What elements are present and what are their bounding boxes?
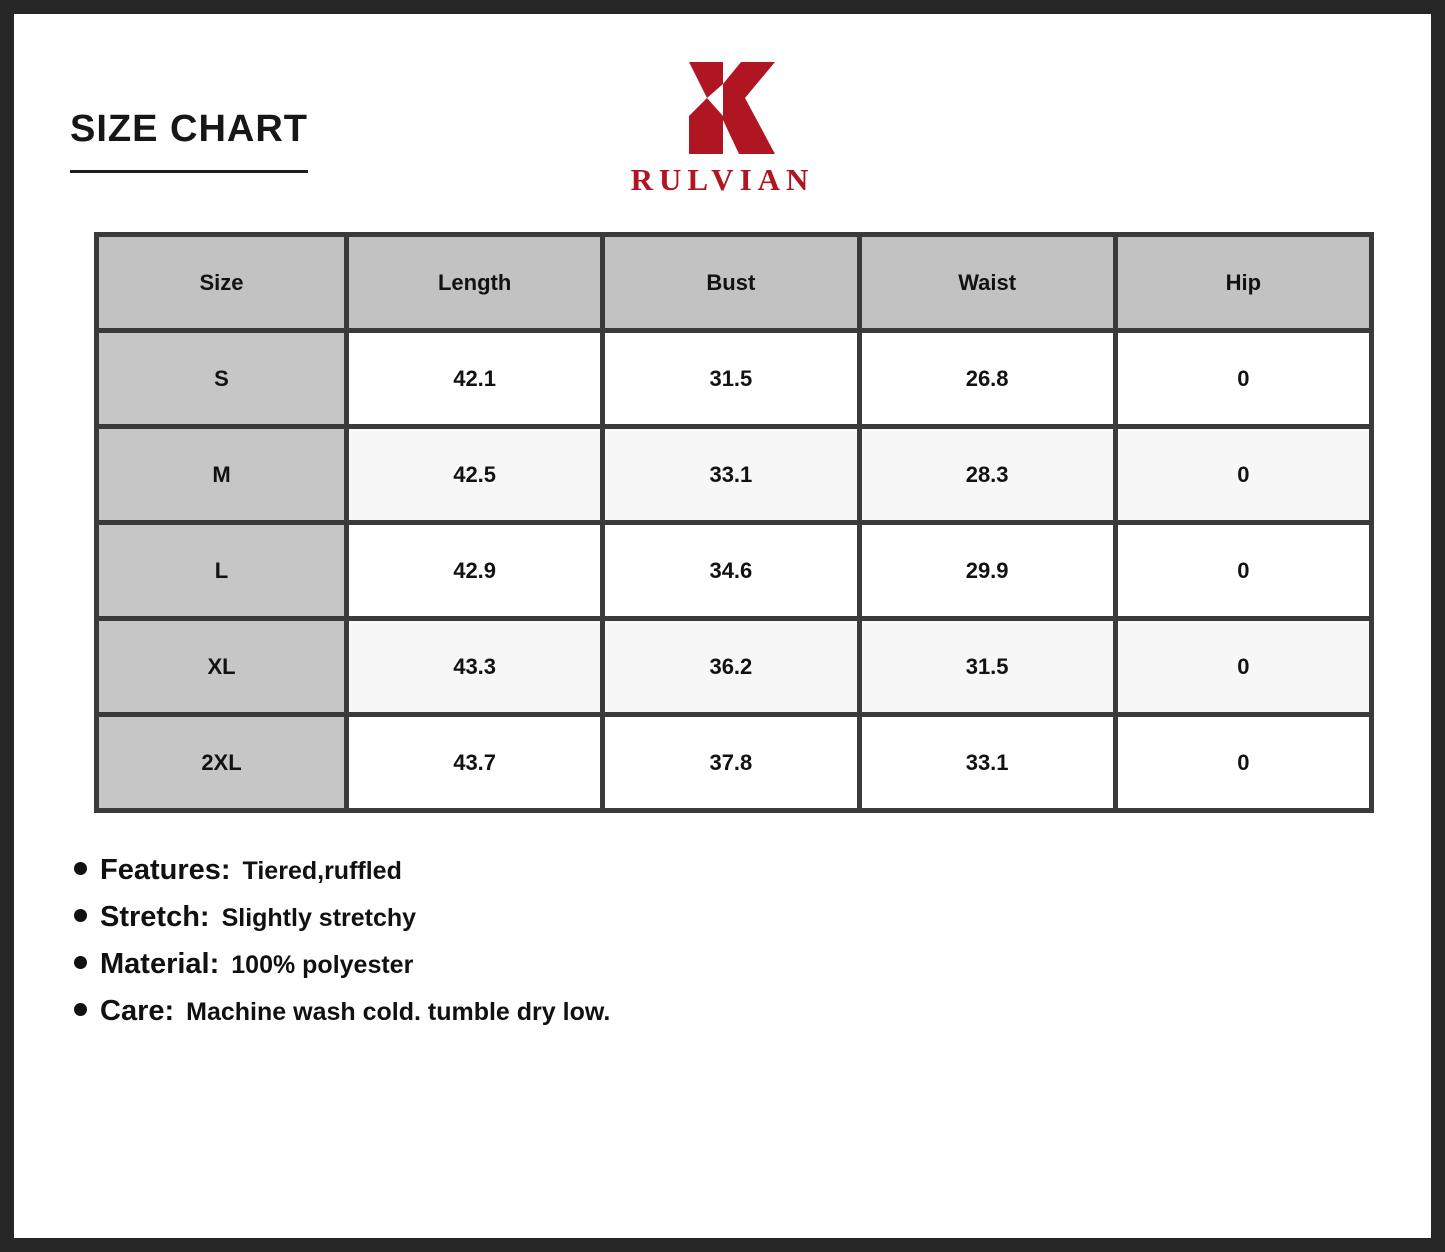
cell-bust: 36.2 xyxy=(605,621,856,712)
cell-size: XL xyxy=(99,621,344,712)
note-value: 100% polyester xyxy=(231,951,414,979)
list-item xyxy=(74,901,1274,934)
column-header-hip: Hip xyxy=(1118,237,1369,328)
table-row xyxy=(99,429,1369,520)
cell-length: 42.1 xyxy=(349,333,600,424)
note-label: Features: xyxy=(100,854,231,886)
cell-bust: 31.5 xyxy=(605,333,856,424)
product-notes xyxy=(74,854,1274,1042)
cell-length: 42.9 xyxy=(349,525,600,616)
note-value: Tiered,ruffled xyxy=(242,857,402,885)
table-header-row xyxy=(99,237,1369,328)
cell-bust: 34.6 xyxy=(605,525,856,616)
column-header-length: Length xyxy=(349,237,600,328)
cell-waist: 28.3 xyxy=(862,429,1113,520)
brand-name: RULVIAN xyxy=(630,162,815,197)
cell-size: L xyxy=(99,525,344,616)
list-item xyxy=(74,995,1274,1028)
cell-length: 42.5 xyxy=(349,429,600,520)
cell-length: 43.3 xyxy=(349,621,600,712)
table-row xyxy=(99,333,1369,424)
bullet-icon xyxy=(74,956,87,969)
column-header-bust: Bust xyxy=(605,237,856,328)
table-row xyxy=(99,621,1369,712)
page-title: SIZE CHART xyxy=(70,108,308,150)
cell-waist: 29.9 xyxy=(862,525,1113,616)
size-table-wrapper xyxy=(94,232,1374,813)
note-label: Stretch: xyxy=(100,901,210,933)
cell-hip: 0 xyxy=(1118,621,1369,712)
cell-size: 2XL xyxy=(99,717,344,808)
column-header-waist: Waist xyxy=(862,237,1113,328)
rulvian-r-logo-icon xyxy=(659,54,787,156)
column-header-size: Size xyxy=(99,237,344,328)
cell-waist: 26.8 xyxy=(862,333,1113,424)
cell-size: M xyxy=(99,429,344,520)
table-row xyxy=(99,525,1369,616)
cell-length: 43.7 xyxy=(349,717,600,808)
note-label: Material: xyxy=(100,948,220,980)
table-row xyxy=(99,717,1369,808)
cell-bust: 37.8 xyxy=(605,717,856,808)
cell-hip: 0 xyxy=(1118,525,1369,616)
cell-waist: 31.5 xyxy=(862,621,1113,712)
cell-size: S xyxy=(99,333,344,424)
note-label: Care: xyxy=(100,995,175,1027)
list-item xyxy=(74,854,1274,887)
brand-block xyxy=(14,54,1431,198)
bullet-icon xyxy=(74,909,87,922)
cell-hip: 0 xyxy=(1118,429,1369,520)
cell-hip: 0 xyxy=(1118,333,1369,424)
bullet-icon xyxy=(74,862,87,875)
note-value: Machine wash cold. tumble dry low. xyxy=(186,998,611,1026)
cell-hip: 0 xyxy=(1118,717,1369,808)
list-item xyxy=(74,948,1274,981)
cell-waist: 33.1 xyxy=(862,717,1113,808)
header xyxy=(14,14,1431,214)
size-table xyxy=(94,232,1374,813)
note-value: Slightly stretchy xyxy=(221,904,417,932)
cell-bust: 33.1 xyxy=(605,429,856,520)
bullet-icon xyxy=(74,1003,87,1016)
